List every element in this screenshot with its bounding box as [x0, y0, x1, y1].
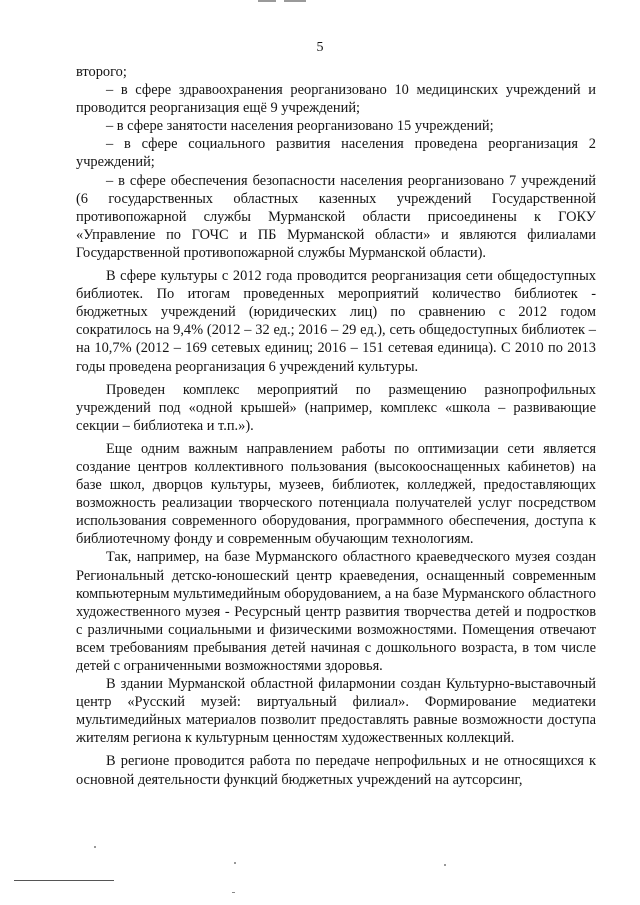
- paragraph-one-roof: Проведен комплекс мероприятий по размещению разнопрофильных учреждений под «одной крышей» (например, комплекс «школа – развивающие секции – библиотека и т.п.»).: [76, 381, 596, 434]
- scan-speck: [94, 846, 96, 848]
- list-item-healthcare: – в сфере здравоохранения реорганизовано 10 медицинских учреждений и проводится реорганизация ещё 9 учреждений;: [76, 82, 596, 117]
- list-item-security: – в сфере обеспечения безопасности населения реорганизовано 7 учреждений (6 государственных областных казенных учреждений Государственной противопожарной службы Мурманской области присоединены к ГОКУ «Управление по ГОЧС и ПБ Мурманской области» и являются филиалами Государственной противопожарной службы Мурманской области).: [76, 172, 596, 261]
- paragraph-shared-use-centers: Еще одним важным направлением работы по оптимизации сети является создание центров коллективного пользования (высокооснащенных кабинетов) на базе школ, дворцов культуры, музеев, библиотек, колледжей, предоставляющих возможность реализации творческого потенциала получателей услуг посредством использования современного оборудования, программного обеспечения, доступа к библиотечному фонду и современным обучающим технологиям.: [76, 440, 596, 548]
- scan-speck: [234, 862, 236, 864]
- scan-speck: [444, 864, 446, 866]
- scan-top-marks: [258, 0, 308, 3]
- body-text: [76, 63, 596, 789]
- page-number: 5: [316, 40, 324, 55]
- paragraph-philharmonic: В здании Мурманской областной филармонии создан Культурно-выставочный центр «Русский музей: виртуальный филиал». Формирование медиатеки мультимедийных материалов позволит предоставлять равные возможности доступа жителям региона к культурным ценностям художественных коллекций.: [76, 676, 596, 747]
- footer-rule: [14, 880, 114, 881]
- paragraph-museum-example: Так, например, на базе Мурманского областного краеведческого музея создан Региональный детско-юношеский центр краеведения, оснащенный современным компьютерным мультимедийным оборудованием, а на базе Мурманского областного художественного музея - Ресурсный центр развития творчества детей и подростков с различными социальными и физическими возможностями. Помещения отвечают всем требованиям пребывания детей начиная с дошкольного возраста, в том числе детей с ограниченными возможностями здоровья.: [76, 549, 596, 674]
- paragraph-culture-libraries: В сфере культуры с 2012 года проводится реорганизация сети общедоступных библиотек. По итогам проведенных мероприятий количество библиотек - бюджетных учреждений (юридических лиц) по сравнению с 2012 годом сократилось на 9,4% (2012 – 32 ед.; 2016 – 29 ед.), сеть общедоступных библиотек – на 10,7% (2012 – 169 сетевых единиц; 2016 – 151 сетевая единица). С 2010 по 2013 годы проведена реорганизация 6 учреждений культуры.: [76, 268, 596, 375]
- list-item-employment: – в сфере занятости населения реорганизовано 15 учреждений;: [106, 118, 494, 135]
- paragraph-outsourcing: В регионе проводится работа по передаче непрофильных и не относящихся к основной деятельности функций бюджетных учреждений на аутсорсинг,: [76, 753, 596, 788]
- list-item-social-development: – в сфере социального развития населения проведена реорганизация 2 учреждений;: [76, 136, 596, 171]
- paragraph-continuation: второго;: [76, 64, 127, 80]
- scan-speck: [232, 892, 235, 893]
